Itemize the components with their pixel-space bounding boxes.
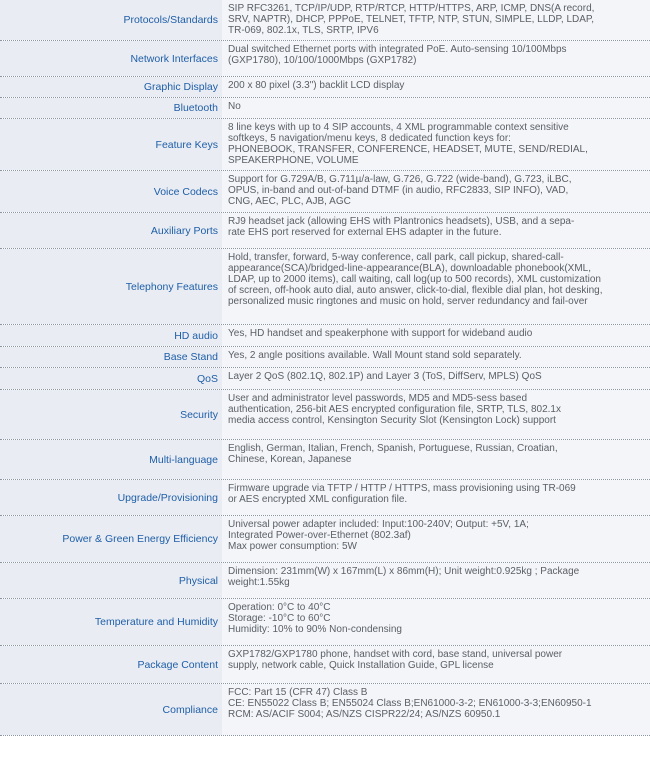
spec-value: User and administrator level passwords, MD5 and MD5-sess based authentication, 256-bit AES encrypted configuration file, SRTP, TLS, 802.1x media access control, Kensington Security Slot (Kensington Lock) support: [222, 390, 650, 439]
spec-value: Yes, HD handset and speakerphone with support for wideband audio: [222, 325, 650, 346]
spec-value: No: [222, 98, 650, 118]
spec-value: Universal power adapter included: Input:100-240V; Output: +5V, 1A; Integrated Power-over-Ethernet (802.3af) Max power consumption: 5W: [222, 516, 650, 562]
spec-label: HD audio: [0, 325, 222, 346]
spec-label: Security: [0, 390, 222, 439]
spec-label: Protocols/Standards: [0, 0, 222, 40]
spec-label: Graphic Display: [0, 77, 222, 97]
spec-label: Voice Codecs: [0, 171, 222, 212]
spec-label: Network Interfaces: [0, 41, 222, 76]
spec-value: Operation: 0°C to 40°C Storage: -10°C to 60°C Humidity: 10% to 90% Non-condensing: [222, 599, 650, 645]
spec-value: Firmware upgrade via TFTP / HTTP / HTTPS, mass provisioning using TR-069 or AES encrypted XML configuration file.: [222, 480, 650, 515]
spec-row-hd-audio: [0, 325, 650, 347]
spec-value: Dimension: 231mm(W) x 167mm(L) x 86mm(H); Unit weight:0.925kg ; Package weight:1.55kg: [222, 563, 650, 598]
spec-label: Upgrade/Provisioning: [0, 480, 222, 515]
spec-value: 8 line keys with up to 4 SIP accounts, 4 XML programmable context sensitive softkeys, 5 navigation/menu keys, 8 dedicated function keys for: PHONEBOOK, TRANSFER, CONFERENCE, HEADSET, MUTE, SEND/REDIAL, SPEAKERPHONE, VOLUME: [222, 119, 650, 170]
spec-row-feature-keys: [0, 119, 650, 171]
spec-row-physical: [0, 563, 650, 599]
spec-row-package: [0, 646, 650, 684]
spec-label: Multi-language: [0, 440, 222, 479]
spec-row-auxiliary-ports: [0, 213, 650, 249]
spec-value: Hold, transfer, forward, 5-way conference, call park, call pickup, shared-call- appearance(SCA)/bridged-line-appearance(BLA), downloadable phonebook(XML, LDAP, up to 2000 items), call waiting, call log(up to 500 records), XML customization of screen, off-hook auto dial, auto answer, click-to-dial, flexible dial plan, hot desking, personalized music ringtones and music on hold, server redundancy and fail-over: [222, 249, 650, 324]
spec-label: Package Content: [0, 646, 222, 683]
spec-row-voice-codecs: [0, 171, 650, 213]
spec-row-multi-language: [0, 440, 650, 480]
spec-label: Temperature and Humidity: [0, 599, 222, 645]
spec-value: SIP RFC3261, TCP/IP/UDP, RTP/RTCP, HTTP/HTTPS, ARP, ICMP, DNS(A record, SRV, NAPTR), DHCP, PPPoE, TELNET, TFTP, NTP, STUN, SIMPLE, LLDP, LDAP, TR-069, 802.1x, TLS, SRTP, IPV6: [222, 0, 650, 40]
spec-value: Yes, 2 angle positions available. Wall Mount stand sold separately.: [222, 347, 650, 367]
spec-label: QoS: [0, 368, 222, 389]
spec-row-qos: [0, 368, 650, 390]
spec-row-security: [0, 390, 650, 440]
spec-row-power: [0, 516, 650, 563]
spec-label: Power & Green Energy Efficiency: [0, 516, 222, 562]
spec-value: 200 x 80 pixel (3.3") backlit LCD display: [222, 77, 650, 97]
spec-value: Support for G.729A/B, G.711µ/a-law, G.726, G.722 (wide-band), G.723, iLBC, OPUS, in-band and out-of-band DTMF (in audio, RFC2833, SIP INFO), VAD, CNG, AEC, PLC, AJB, AGC: [222, 171, 650, 212]
spec-row-protocols: [0, 0, 650, 41]
spec-value: English, German, Italian, French, Spanish, Portuguese, Russian, Croatian, Chinese, Korean, Japanese: [222, 440, 650, 479]
spec-row-bluetooth: [0, 98, 650, 119]
spec-label: Bluetooth: [0, 98, 222, 118]
spec-row-temperature: [0, 599, 650, 646]
spec-label: Telephony Features: [0, 249, 222, 324]
spec-label: Compliance: [0, 684, 222, 735]
spec-row-upgrade: [0, 480, 650, 516]
spec-value: GXP1782/GXP1780 phone, handset with cord, base stand, universal power supply, network cable, Quick Installation Guide, GPL license: [222, 646, 650, 683]
spec-value: FCC: Part 15 (CFR 47) Class B CE: EN55022 Class B; EN55024 Class B;EN61000-3-2; EN61000-3-3;EN60950-1 RCM: AS/ACIF S004; AS/NZS CISPR22/24; AS/NZS 60950.1: [222, 684, 650, 735]
spec-row-display: [0, 77, 650, 98]
spec-value: Dual switched Ethernet ports with integrated PoE. Auto-sensing 10/100Mbps (GXP1780), 10/100/1000Mbps (GXP1782): [222, 41, 650, 76]
spec-label: Auxiliary Ports: [0, 213, 222, 248]
spec-row-compliance: [0, 684, 650, 736]
spec-row-telephony: [0, 249, 650, 325]
spec-label: Physical: [0, 563, 222, 598]
spec-value: Layer 2 QoS (802.1Q, 802.1P) and Layer 3 (ToS, DiffServ, MPLS) QoS: [222, 368, 650, 389]
spec-row-base-stand: [0, 347, 650, 368]
spec-row-network: [0, 41, 650, 77]
spec-label: Feature Keys: [0, 119, 222, 170]
spec-label: Base Stand: [0, 347, 222, 367]
spec-value: RJ9 headset jack (allowing EHS with Plantronics headsets), USB, and a sepa- rate EHS port reserved for external EHS adapter in the future.: [222, 213, 650, 248]
